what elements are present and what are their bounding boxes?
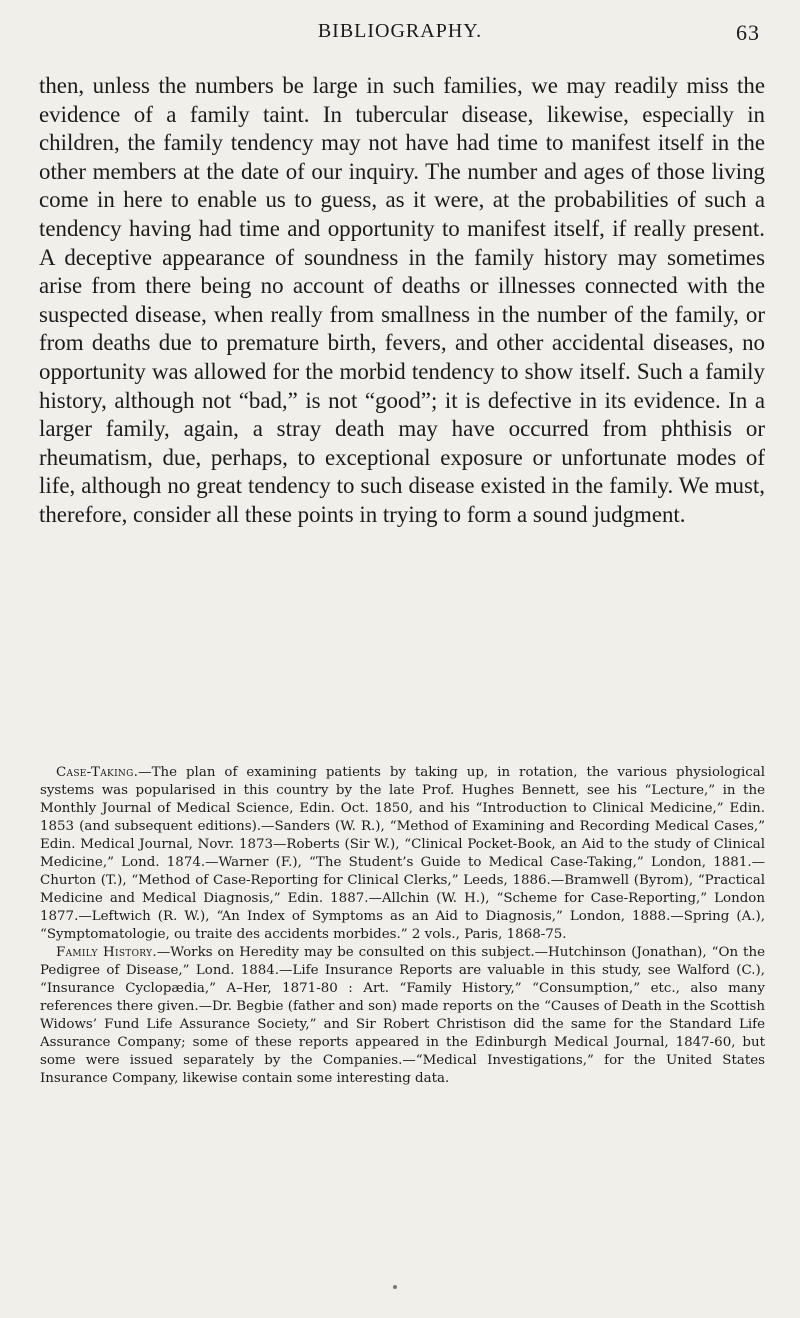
main-paragraph: then, unless the numbers be large in such families, we may readily miss the evidence of a family taint. In tubercular disease, likewise, especially in children, the family tendency may not have had time to manifest itself in the other members at the date of our inquiry. The number and ages of those living come in here to enable us to guess, as it were, at the probabilities of such a tendency having had time and opportunity to manifest itself, if really present. A deceptive appearance of soundness in the family history may sometimes arise from there being no account of deaths or illnesses connected with the suspected disease, when really from smallness in the number of the family, or from deaths due to premature birth, fevers, and other accidental diseases, no opportunity was allowed for the morbid tendency to show itself. Such a family history, although not “bad,” is not “good”; it is defective in its evidence. In a larger family, again, a stray death may have occurred from phthisis or rheumatism, due, perhaps, to exceptional exposure or unfortunate modes of life, although no great tendency to such disease existed in the family. We must, therefore, consider all these points in trying to form a sound judgment. — [39, 73, 765, 527]
ink-speck — [393, 1285, 397, 1289]
note-heading: Family History. — [56, 945, 157, 960]
note-heading: Case-Taking. — [56, 765, 139, 780]
note-text: —Works on Heredity may be consulted on this subject.—Hutchinson (Jonathan), “On the Pedigree of Disease,” Lond. 1884.—Life Insurance Reports are valuable in this study, see Walford (C.), “Insurance Cyclopædia,” A–Her, 1871-80 : Art. “Family History,” “Consumption,” etc., also many references there given.—Dr. Begbie (father and son) made reports on the “Causes of Death in the Scottish Widows’ Fund Life Assurance Society,” and Sir Robert Christison did the same for the Standard Life Assurance Company; some of these reports appeared in the Edinburgh Medical Journal, 1847-60, but some were issued separately by the Companies.—“Medical Investigations,” for the United States Insurance Company, likewise contain some interesting data. — [40, 945, 765, 1086]
main-text — [39, 72, 765, 530]
case-taking-note — [40, 764, 765, 944]
family-history-note — [40, 944, 765, 1088]
page-number: 63 — [736, 20, 760, 45]
running-header — [40, 20, 760, 50]
running-title: BIBLIOGRAPHY. — [317, 20, 483, 42]
note-text: —The plan of examining patients by taking up, in rotation, the various physiological systems was popularised in this country by the late Prof. Hughes Bennett, see his “Lecture,” in the Monthly Journal of Medical Science, Edin. Oct. 1850, and his “Introduction to Clinical Medicine,” Edin. 1853 (and subsequent editions).—Sanders (W. R.), “Method of Examining and Recording Medical Cases,” Edin. Medical Journal, Novr. 1873—Roberts (Sir W.), “Clinical Pocket-Book, an Aid to the study of Clinical Medicine,” Lond. 1874.—Warner (F.), “The Student’s Guide to Medical Case-Taking,” London, 1881.—Churton (T.), “Method of Case-Reporting for Clinical Clerks,” Leeds, 1886.—Bramwell (Byrom), “Practical Medicine and Medical Diagnosis,” Edin. 1887.—Allchin (W. H.), “Scheme for Case-Reporting,” London 1877.—Leftwich (R. W.), “An Index of Symptoms as an Aid to Diagnosis,” London, 1888.—Spring (A.), “Symptomatologie, ou traite des accidents morbides.” 2 vols., Paris, 1868-75. — [40, 765, 765, 942]
bibliography-notes — [40, 764, 765, 1088]
